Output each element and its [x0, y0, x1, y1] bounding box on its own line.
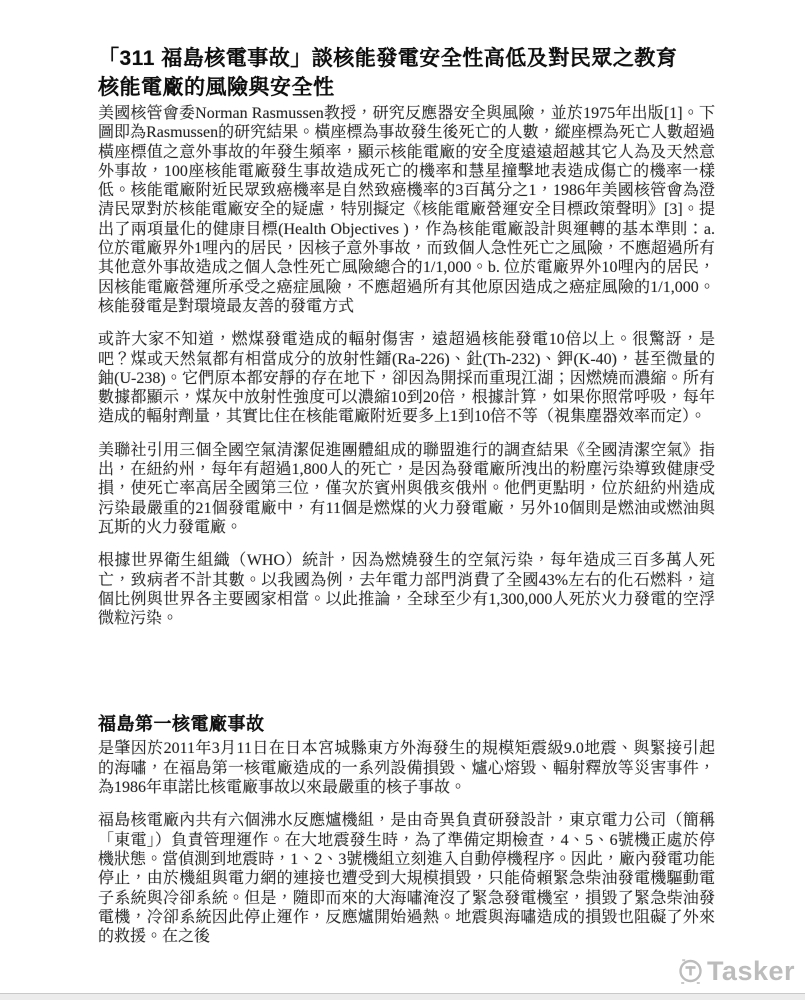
paragraph-fukushima-reactors: 福島核電廠內共有六個沸水反應爐機組，是由奇異負責研發設計，東京電力公司（簡稱「東電」）負責管理運作。在大地震發生時，為了準備定期檢查，4、5、6號機正處於停機狀態。當偵測到地震時，1、2、3號機組立刻進入自動停機程序。因此，廠內發電功能停止，由於機組與電力網的連接也遭受到大規模損毀，只能倚賴緊急柴油發電機驅動電子系統與冷卻系統。但是，隨即而來的大海嘯淹沒了緊急發電機室，損毀了緊急柴油發電機，冷卻系統因此停止運作，反應爐開始過熱。地震與海嘯造成的損毀也阻礙了外來的救援。在之後: [98, 812, 715, 946]
watermark-label: Tasker: [706, 956, 795, 986]
paragraph-fukushima-overview: 是肇因於2011年3月11日在日本宮城縣東方外海發生的規模矩震級9.0地震、與緊接引起的海嘯，在福島第一核電廠造成的一系列設備損毀、爐心熔毀、輻射釋放等災害事件，為1986年車諾比核電廠事故以來最嚴重的核子事故。: [98, 740, 715, 797]
paragraph-who-statistics: 根據世界衛生組織（WHO）統計，因為燃燒發生的空氣污染，每年造成三百多萬人死亡，致病者不計其數。以我國為例，去年電力部門消費了全國43%左右的化石燃料，這個比例與世界各主要國家相當。以此推論，全球至少有1,300,000人死於火力發電的空浮微粒污染。: [98, 552, 715, 628]
tasker-logo-icon: [677, 958, 704, 985]
paragraph-rasmussen-study: 美國核管會委Norman Rasmussen教授，研究反應器安全與風險，並於1975年出版[1]。下圖即為Rasmussen的研究結果。橫座標為事故發生後死亡的人數，縱座標為死亡人數超過橫座標值之意外事故的年發生頻率，顯示核能電廠的安全度遠遠超越其它人為及天然意外事故，100座核能電廠發生事故造成死亡的機率和慧星撞擊地表造成傷亡的機率一樣低。核能電廠附近民眾致癌機率是自然致癌機率的3百萬分之1，1986年美國核管會為澄清民眾對於核能電廠安全的疑慮，特別擬定《核能電廠營運安全目標政策聲明》[3]。提出了兩項量化的健康目標(Health Objectives )，作為核能電廠設計與運轉的基本準則：a. 位於電廠界外1哩內的居民，因核子意外事故，而致個人急性死亡之風險，不應超過所有其他意外事故造成之個人急性死亡風險總合的1/1,000。b. 位於電廠界外10哩內的居民，因核能電廠營運所承受之癌症風險，不應超過所有其他原因造成之癌症風險的1/1,000。核能發電是對環境最友善的發電方式: [98, 105, 715, 315]
paragraph-ap-survey: 美聯社引用三個全國空氣清潔促進團體組成的聯盟進行的調查結果《全國清潔空氣》指出，在紐約州，每年有超過1,800人的死亡，是因為發電廠所洩出的粉塵污染導致健康受損，使死亡率高居全國第三位，僅次於賓州與俄亥俄州。他們更點明，位於紐約州造成污染最嚴重的21個發電廠中，有11個是燃煤的火力發電廠，另外10個則是燃油或燃油與瓦斯的火力發電廠。: [98, 441, 715, 536]
document-body: [98, 44, 715, 946]
watermark: [677, 956, 795, 987]
page-bottom-edge: [0, 993, 805, 1000]
document-title: 「311 福島核電事故」談核能發電安全性高低及對民眾之教育: [98, 47, 678, 70]
paragraph-coal-radiation: 或許大家不知道，燃煤發電造成的輻射傷害，遠超過核能發電10倍以上。很驚訝，是吧？煤或天然氣都有相當成分的放射性鐳(Ra-226)、釷(Th-232)、鉀(K-40)，甚至微量的鈾(U-238)。它們原本都安靜的存在地下，卻因為開採而重現江湖；因燃燒而濃縮。所有數據都顯示，煤灰中放射性強度可以濃縮10到20倍，根據計算，如果你照常呼吸，每年造成的輻射劑量，其實比住在核能電廠附近要多上1到10倍不等（視集塵器效率而定）。: [98, 331, 715, 426]
section-heading-fukushima: 福島第一核電廠事故: [98, 714, 265, 735]
document-subtitle: 核能電廠的風險與安全性: [98, 76, 335, 99]
